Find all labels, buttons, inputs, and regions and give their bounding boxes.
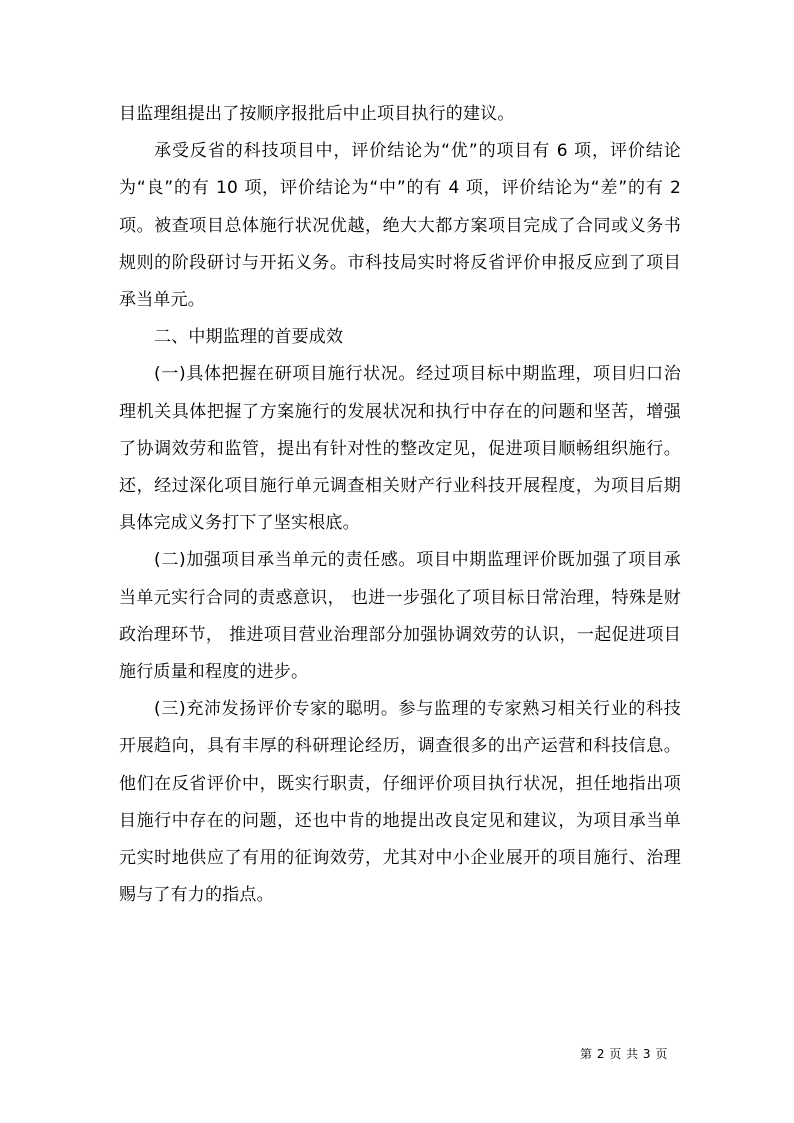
paragraph-evaluation-results: 承受反省的科技项目中，评价结论为“优”的项目有 6 项，评价结论为“良”的有 10 项，评价结论为“中”的有 4 项，评价结论为“差”的有 2 项。被查项目总体施行状况优越，绝大大都方案项目完成了合同或义务书规则的阶段研讨与开拓义务。市科技局实时将反省评价申报反应到了项目承当单元。	[119, 141, 681, 311]
page-number-footer: 第 2 页 共 3 页	[580, 1047, 668, 1061]
document-body	[119, 96, 681, 914]
paragraph-continuation: 目监理组提出了按顺序报批后中止项目执行的建议。	[119, 104, 515, 124]
paragraph-point-three: (三)充沛发扬评价专家的聪明。参与监理的专家熟习相关行业的科技开展趋向，具有丰厚的科研理论经历，调查很多的出产运营和科技信息。他们在反省评价中，既实行职责，仔细评价项目执行状况，担任地指出项目施行中存在的问题，还也中肯的地提出改良定见和建议，为项目承当单元实时地供应了有用的征询效劳，尤其对中小企业展开的项目施行、治理赐与了有力的指点。	[119, 699, 681, 906]
paragraph-point-two: (二)加强项目承当单元的责任感。项目中期监理评价既加强了项目承当单元实行合同的责惑意识， 也进一步强化了项目标日常治理，特殊是财政治理环节， 推进项目营业治理部分加强协调效劳的认识，一起促进项目施行质量和程度的进步。	[119, 550, 681, 683]
section-heading: 二、中期监理的首要成效	[154, 327, 344, 348]
paragraph-point-one: (一)具体把握在研项目施行状况。经过项目标中期监理，项目归口治理机关具体把握了方案施行的发展状况和执行中存在的问题和坚苦，增强了协调效劳和监管，提出有针对性的整改定见，促进项目顺畅组织施行。还，经过深化项目施行单元调查相关财产行业科技开展程度，为项目后期具体完成义务打下了坚实根底。	[119, 364, 681, 534]
